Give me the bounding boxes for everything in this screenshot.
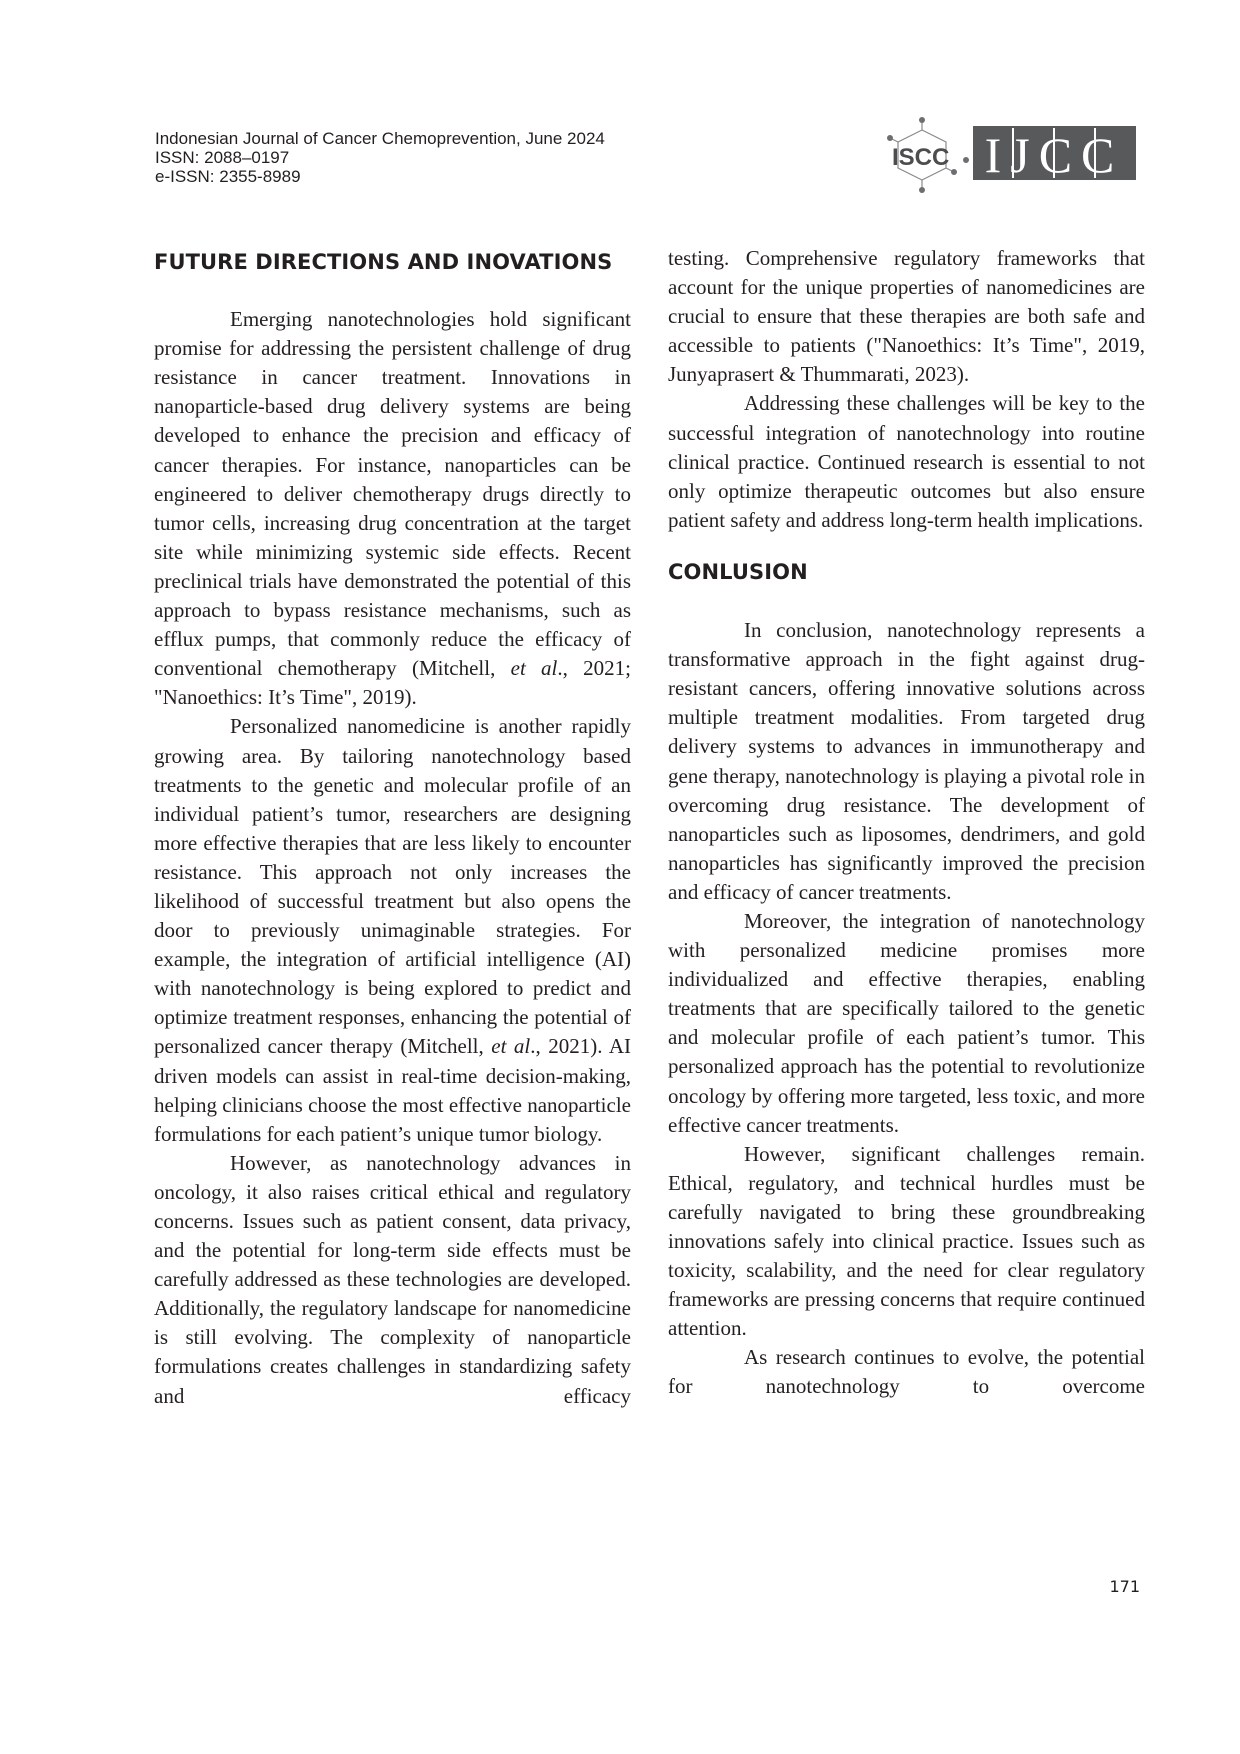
section-heading-conclusion: CONLUSION (668, 559, 808, 584)
page-number: 171 (1109, 1577, 1140, 1596)
journal-name: Indonesian Journal of Cancer Chemoprevention, June 2024 (155, 129, 605, 148)
logo-right-text: IJCC (984, 127, 1124, 183)
paragraph: However, as nanotechnology advances in oncology, it also raises critical ethical and regulatory concerns. Issues such as patient consent, data privacy, and the potential for long-term side effects must be carefully addressed as these technologies are developed. Additionally, the regulatory landscape for nanomedicine is still evolving. The complexity of nanoparticle formulations creates challenges in standardizing safety and efficacy (154, 1150, 631, 1408)
issn: ISSN: 2088–0197 (155, 148, 290, 167)
journal-logo (880, 116, 1140, 196)
left-column (154, 240, 631, 1411)
section-heading-future-directions: FUTURE DIRECTIONS AND INOVATIONS (154, 250, 613, 274)
journal-info (155, 129, 605, 186)
paragraph: Emerging nanotechnologies hold significant promise for addressing the persistent challenge of drug resistance in cancer treatment. Innovations in nanoparticle-based drug delivery systems are being developed to enhance the precision and efficacy of cancer therapies. For instance, nanoparticles can be engineered to deliver chemotherapy drugs directly to tumor cells, increasing drug concentration at the target site while minimizing systemic side effects. Recent preclinical trials have demonstrated the potential of this approach to bypass resistance mechanisms, such as efflux pumps, that commonly reduce the efficacy of conventional chemotherapy (Mitchell, et al., 2021; "Nanoethics: It’s Time", 2019). (154, 307, 631, 710)
logo-left-text: ISCC (892, 144, 950, 171)
right-column (668, 244, 1145, 1402)
paragraph: Personalized nanomedicine is another rapidly growing area. By tailoring nanotechnology based treatments to the genetic and molecular profile of an individual patient’s tumor, researchers are designing more effective therapies that are less likely to encounter resistance. This approach not only increases the likelihood of successful treatment but also opens the door to previously unimaginable strategies. For example, the integration of artificial intelligence (AI) with nanotechnology is being explored to predict and optimize treatment responses, enhancing the potential of personalized cancer therapy (Mitchell, et al., 2021). AI driven models can assist in real-time decision-making, helping clinicians choose the most effective nanoparticle formulations for each patient’s unique tumor biology. (154, 714, 632, 1146)
paragraph: Addressing these challenges will be key to the successful integration of nanotechnology into routine clinical practice. Continued research is essential to not only optimize therapeutic outcomes but also ensure patient safety and address long-term health implications. (668, 391, 1145, 532)
paragraph: Moreover, the integration of nanotechnology with personalized medicine promises more individualized and effective therapies, enabling treatments that are specifically tailored to the genetic and molecular profile of each patient’s tumor. This personalized approach has the potential to revolutionize oncology by offering more targeted, less toxic, and more effective cancer treatments. (668, 908, 1145, 1137)
paragraph: As research continues to evolve, the potential for nanotechnology to overcome (668, 1345, 1145, 1399)
paragraph: testing. Comprehensive regulatory frameworks that account for the unique properties of nanomedicines are crucial to ensure that these therapies are both safe and accessible to patients ("Nanoethics: It’s Time", 2019, Junyaprasert & Thummarati, 2023). (668, 246, 1145, 387)
e-issn: e-ISSN: 2355-8989 (155, 167, 301, 186)
paragraph: In conclusion, nanotechnology represents a transformative approach in the fight against drug-resistant cancers, offering innovative solutions across multiple treatment modalities. From targeted drug delivery systems to advances in immunotherapy and gene therapy, nanotechnology is playing a pivotal role in overcoming drug resistance. The development of nanoparticles such as liposomes, dendrimers, and gold nanoparticles has significantly improved the precision and efficacy of cancer treatments. (668, 618, 1145, 904)
paragraph: However, significant challenges remain. Ethical, regulatory, and technical hurdles must be carefully navigated to bring these groundbreaking innovations safely into clinical practice. Issues such as toxicity, scalability, and the need for clear regulatory frameworks are pressing concerns that require continued attention. (668, 1141, 1145, 1341)
